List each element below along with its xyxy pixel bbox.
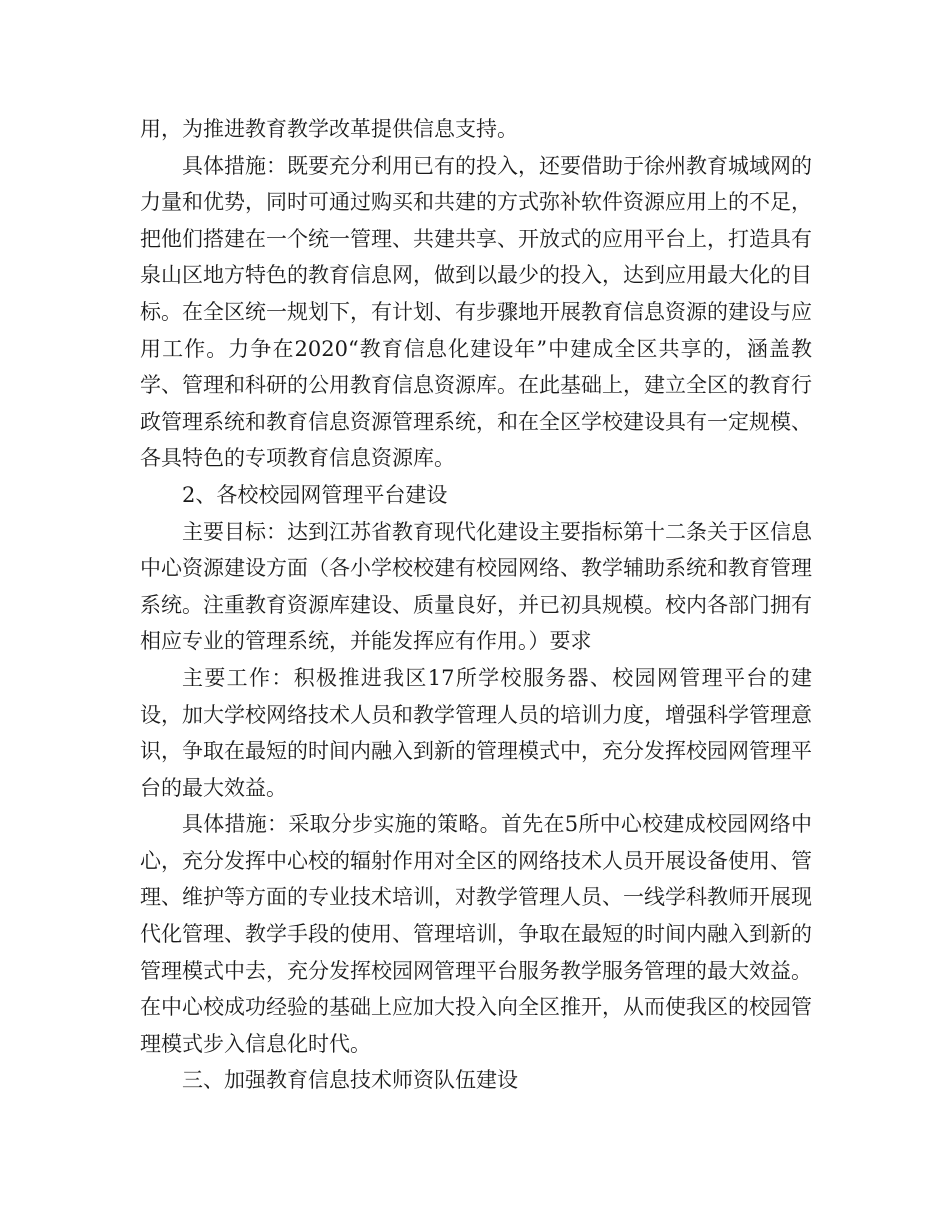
document-body <box>140 111 812 1099</box>
paragraph-continuation: 用，为推进教育教学改革提供信息支持。 <box>140 117 518 141</box>
paragraph-specific-measures-1: 具体措施：既要充分利用已有的投入，还要借助于徐州教育城域网的力量和优势，同时可通过购买和共建的方式弥补软件资源应用上的不足，把他们搭建在一个统一管理、共建共享、开放式的应用平台上，打造具有泉山区地方特色的教育信息网，做到以最少的投入，达到应用最大化的目标。在全区统一规划下，有计划、有步骤地开展教育信息资源的建设与应用工作。力争在2020“教育信息化建设年”中建成全区共享的，涵盖教学、管理和科研的公用教育信息资源库。在此基础上，建立全区的教育行政管理系统和教育信息资源管理系统，和在全区学校建设具有一定规模、各具特色的专项教育信息资源库。 <box>140 153 812 471</box>
paragraph-main-goal: 主要目标：达到江苏省教育现代化建设主要指标第十二条关于区信息中心资源建设方面（各小学校校建有校园网络、教学辅助系统和教育管理系统。注重教育资源库建设、质量良好，并已初具规模。校内各部门拥有相应专业的管理系统，并能发挥应有作用。）要求 <box>140 519 812 654</box>
paragraph-main-work: 主要工作：积极推进我区17所学校服务器、校园网管理平台的建设，加大学校网络技术人员和教学管理人员的培训力度，增强科学管理意识，争取在最短的时间内融入到新的管理模式中，充分发挥校园网管理平台的最大效益。 <box>140 665 812 800</box>
paragraph-specific-measures-2: 具体措施：采取分步实施的策略。首先在5所中心校建成校园网络中心，充分发挥中心校的辐射作用对全区的网络技术人员开展设备使用、管理、维护等方面的专业技术培训，对教学管理人员、一线学科教师开展现代化管理、教学手段的使用、管理培训，争取在最短的时间内融入到新的管理模式中去，充分发挥校园网管理平台服务教学服务管理的最大效益。在中心校成功经验的基础上应加大投入向全区推开，从而使我区的校园管理模式步入信息化时代。 <box>140 812 812 1056</box>
section-heading-teacher-team: 三、加强教育信息技术师资队伍建设 <box>182 1068 518 1093</box>
section-heading-campus-network: 2、各校校园网管理平台建设 <box>182 482 448 507</box>
